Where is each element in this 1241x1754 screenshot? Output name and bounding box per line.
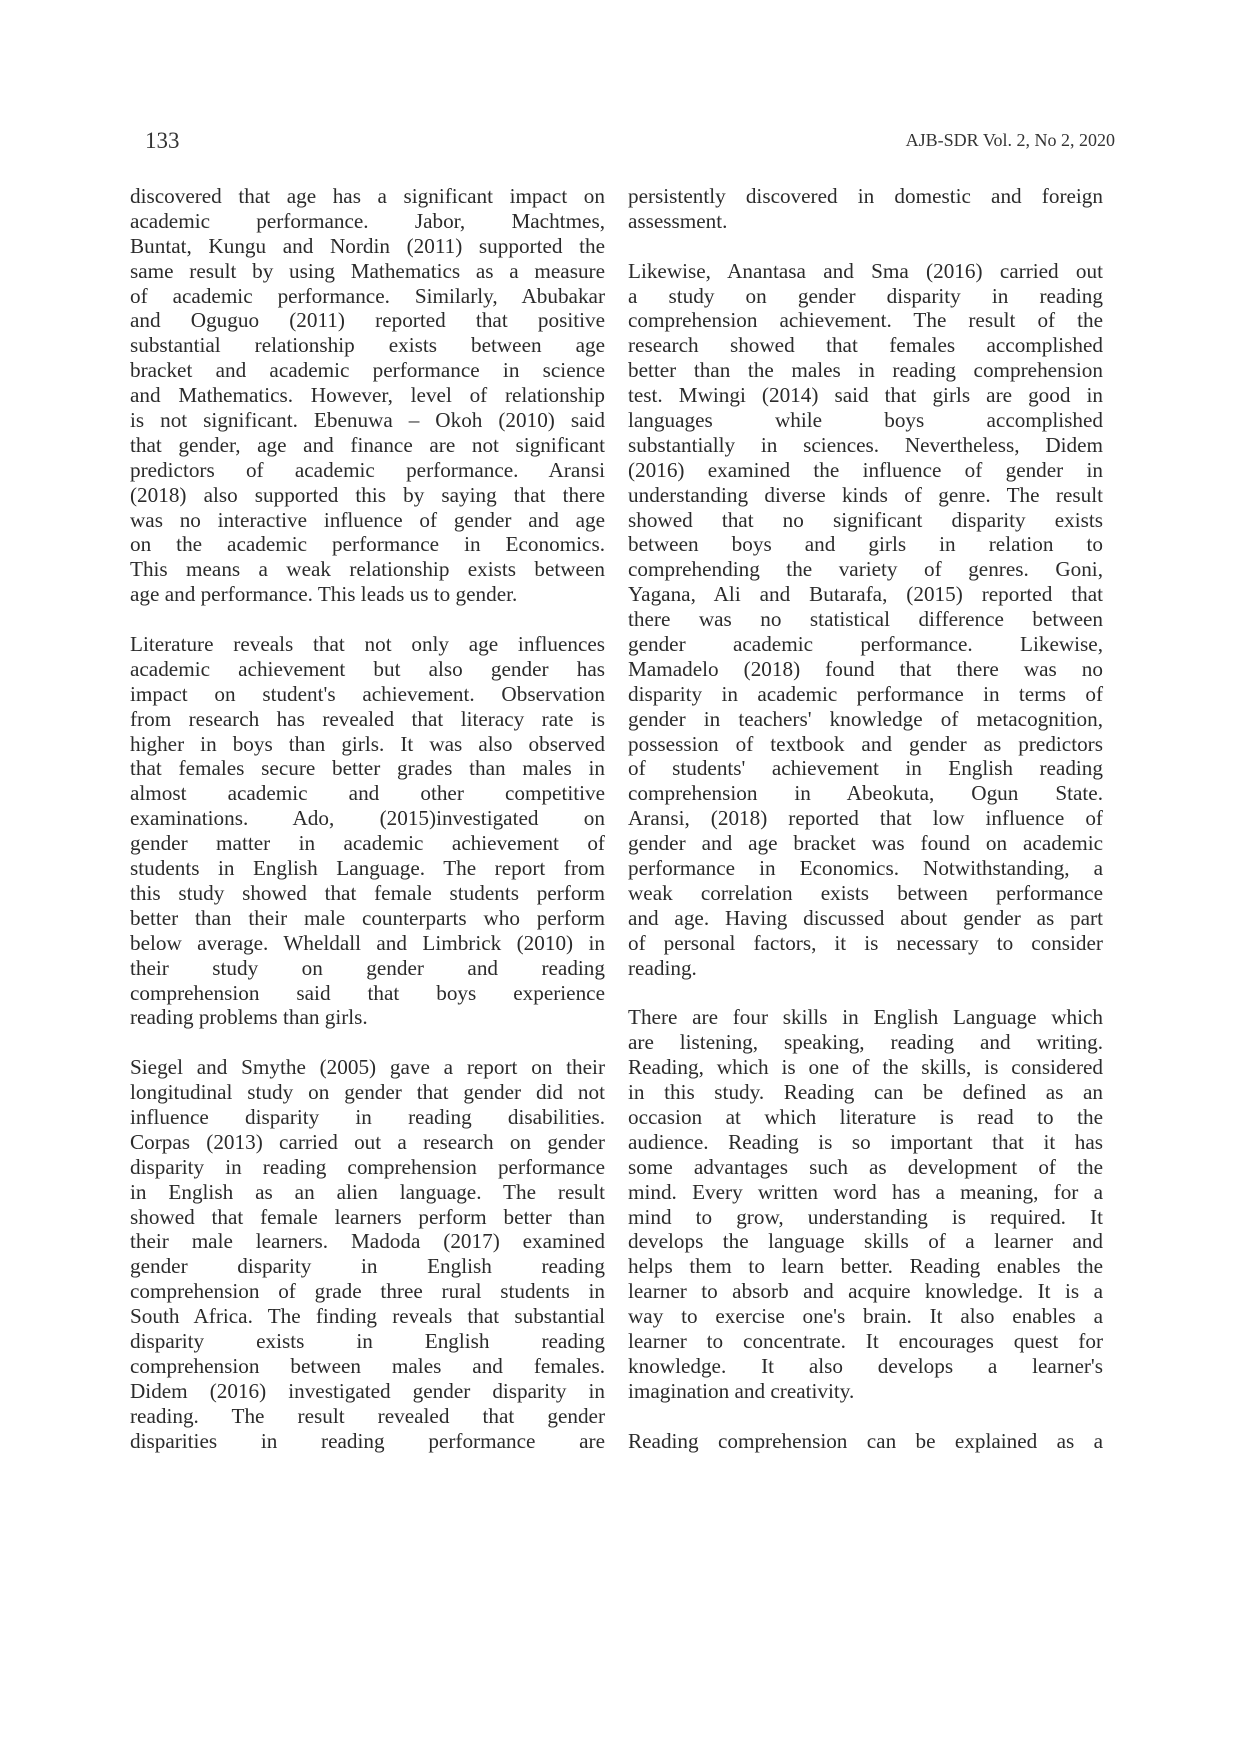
text-line: disparity in reading comprehension performance: [130, 1154, 605, 1179]
text-line: (2018) also supported this by saying that there: [130, 482, 605, 507]
text-line: their study on gender and reading: [130, 955, 605, 980]
paragraph: [628, 1429, 1103, 1454]
text-line: mind to grow, understanding is required. It: [628, 1204, 1103, 1229]
text-line: their male learners. Madoda (2017) examined: [130, 1229, 605, 1254]
paragraph: [628, 259, 1103, 981]
text-line: mind. Every written word has a meaning, for a: [628, 1179, 1103, 1204]
text-line: that gender, age and finance are not significant: [130, 432, 605, 457]
paragraph: [628, 184, 1103, 234]
text-line: of academic performance. Similarly, Abubakar: [130, 283, 605, 308]
text-line: was no interactive influence of gender and age: [130, 507, 605, 532]
text-line: bracket and academic performance in science: [130, 358, 605, 383]
text-line: South Africa. The finding reveals that substantial: [130, 1304, 605, 1329]
text-line: showed that female learners perform better than: [130, 1204, 605, 1229]
text-line: imagination and creativity.: [628, 1378, 855, 1403]
text-line: assessment.: [628, 208, 728, 233]
text-line: are listening, speaking, reading and writing.: [628, 1030, 1103, 1055]
text-line: age and performance. This leads us to gender.: [130, 582, 518, 607]
text-line: substantially in sciences. Nevertheless, Didem: [628, 432, 1103, 457]
text-line: possession of textbook and gender as predictors: [628, 731, 1103, 756]
text-line: audience. Reading is so important that it has: [628, 1129, 1103, 1154]
text-line: reading. The result revealed that gender: [130, 1403, 605, 1428]
text-line: disparity exists in English reading: [130, 1328, 605, 1353]
text-line: of students' achievement in English reading: [628, 756, 1103, 781]
text-line: test. Mwingi (2014) said that girls are good in: [628, 383, 1103, 408]
journal-reference: AJB-SDR Vol. 2, No 2, 2020: [905, 130, 1115, 150]
text-line: research showed that females accomplished: [628, 333, 1103, 358]
text-line: there was no statistical difference between: [628, 607, 1103, 632]
text-line: comprehension said that boys experience: [130, 980, 605, 1005]
text-line: from research has revealed that literacy rate is: [130, 706, 605, 731]
text-line: examinations. Ado, (2015)investigated on: [130, 806, 605, 831]
text-line: a study on gender disparity in reading: [628, 283, 1103, 308]
text-line: Literature reveals that not only age influences: [130, 632, 605, 657]
text-line: better than the males in reading comprehension: [628, 358, 1103, 383]
text-line: almost academic and other competitive: [130, 781, 605, 806]
text-line: reading problems than girls.: [130, 1005, 368, 1030]
text-line: (2016) examined the influence of gender in: [628, 457, 1103, 482]
text-line: This means a weak relationship exists between: [130, 557, 605, 582]
text-line: comprehension achievement. The result of the: [628, 308, 1103, 333]
left-column: [130, 184, 605, 1478]
text-line: and age. Having discussed about gender as part: [628, 905, 1103, 930]
text-line: in English as an alien language. The result: [130, 1179, 605, 1204]
text-line: Likewise, Anantasa and Sma (2016) carried out: [628, 258, 1103, 283]
text-line: gender academic performance. Likewise,: [628, 632, 1103, 657]
text-line: is not significant. Ebenuwa – Okoh (2010) said: [130, 408, 605, 433]
text-line: on the academic performance in Economics.: [130, 532, 605, 557]
page-number: 133: [145, 128, 180, 153]
text-line: comprehending the variety of genres. Goni,: [628, 557, 1103, 582]
text-line: better than their male counterparts who perform: [130, 905, 605, 930]
text-line: helps them to learn better. Reading enables the: [628, 1254, 1103, 1279]
text-line: performance in Economics. Notwithstanding, a: [628, 856, 1103, 881]
text-line: develops the language skills of a learner and: [628, 1229, 1103, 1254]
text-line: discovered that age has a significant impact on: [130, 184, 605, 208]
text-line: impact on student's achievement. Observation: [130, 681, 605, 706]
text-line: Reading comprehension can be explained as a: [628, 1428, 1103, 1453]
text-line: substantial relationship exists between age: [130, 333, 605, 358]
text-line: disparity in academic performance in terms of: [628, 681, 1103, 706]
paragraph: [130, 1055, 605, 1453]
text-line: higher in boys than girls. It was also observed: [130, 731, 605, 756]
text-line: way to exercise one's brain. It also enables a: [628, 1304, 1103, 1329]
text-line: academic achievement but also gender has: [130, 656, 605, 681]
text-line: comprehension between males and females.: [130, 1353, 605, 1378]
text-line: students in English Language. The report from: [130, 856, 605, 881]
text-line: reading.: [628, 955, 697, 980]
text-line: academic performance. Jabor, Machtmes,: [130, 208, 605, 233]
text-line: gender disparity in English reading: [130, 1254, 605, 1279]
text-line: understanding diverse kinds of genre. The result: [628, 482, 1103, 507]
right-column: [628, 184, 1103, 1478]
text-line: gender matter in academic achievement of: [130, 831, 605, 856]
text-line: same result by using Mathematics as a measure: [130, 258, 605, 283]
text-line: Yagana, Ali and Butarafa, (2015) reported that: [628, 582, 1103, 607]
text-line: Mamadelo (2018) found that there was no: [628, 656, 1103, 681]
paragraph: [130, 632, 605, 1030]
text-line: languages while boys accomplished: [628, 408, 1103, 433]
text-line: that females secure better grades than males in: [130, 756, 605, 781]
text-line: influence disparity in reading disabilities.: [130, 1104, 605, 1129]
text-line: knowledge. It also develops a learner's: [628, 1353, 1103, 1378]
text-line: gender and age bracket was found on academic: [628, 831, 1103, 856]
text-line: Reading, which is one of the skills, is considered: [628, 1055, 1103, 1080]
text-line: comprehension in Abeokuta, Ogun State.: [628, 781, 1103, 806]
text-line: Aransi, (2018) reported that low influence of: [628, 806, 1103, 831]
text-line: and Oguguo (2011) reported that positive: [130, 308, 605, 333]
text-line: this study showed that female students perform: [130, 880, 605, 905]
text-line: weak correlation exists between performance: [628, 880, 1103, 905]
text-line: There are four skills in English Language which: [628, 1005, 1103, 1030]
text-line: showed that no significant disparity exists: [628, 507, 1103, 532]
text-line: Siegel and Smythe (2005) gave a report on their: [130, 1055, 605, 1080]
text-line: and Mathematics. However, level of relationship: [130, 383, 605, 408]
text-line: in this study. Reading can be defined as an: [628, 1080, 1103, 1105]
text-line: occasion at which literature is read to the: [628, 1104, 1103, 1129]
text-line: Didem (2016) investigated gender disparity in: [130, 1378, 605, 1403]
text-line: of personal factors, it is necessary to consider: [628, 930, 1103, 955]
text-line: some advantages such as development of the: [628, 1154, 1103, 1179]
text-line: gender in teachers' knowledge of metacognition,: [628, 706, 1103, 731]
text-line: comprehension of grade three rural students in: [130, 1279, 605, 1304]
text-line: Buntat, Kungu and Nordin (2011) supported the: [130, 233, 605, 258]
text-line: Corpas (2013) carried out a research on gender: [130, 1129, 605, 1154]
text-line: disparities in reading performance are: [130, 1428, 605, 1453]
text-line: persistently discovered in domestic and foreign: [628, 184, 1103, 208]
paragraph: [628, 1005, 1103, 1403]
text-line: learner to concentrate. It encourages quest for: [628, 1328, 1103, 1353]
text-line: below average. Wheldall and Limbrick (2010) in: [130, 930, 605, 955]
text-line: predictors of academic performance. Aransi: [130, 457, 605, 482]
text-line: between boys and girls in relation to: [628, 532, 1103, 557]
text-line: learner to absorb and acquire knowledge. It is a: [628, 1279, 1103, 1304]
paragraph: [130, 184, 605, 607]
text-line: longitudinal study on gender that gender did not: [130, 1080, 605, 1105]
